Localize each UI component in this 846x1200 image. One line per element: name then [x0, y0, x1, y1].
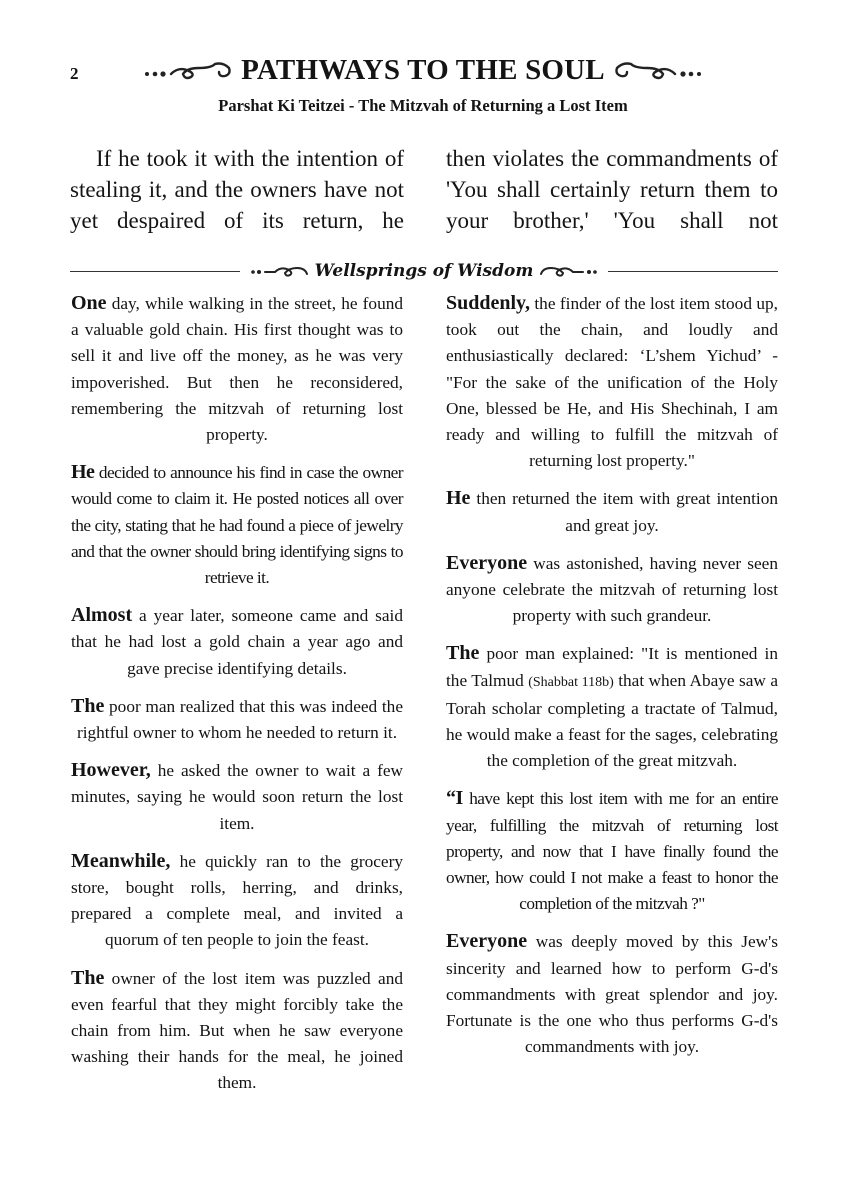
story-paragraph	[71, 693, 403, 746]
page-header	[0, 50, 846, 90]
page-title: PATHWAYS TO THE SOUL	[241, 53, 605, 86]
divider-left-flourish-icon	[245, 262, 311, 280]
intro-text-right: then violates the commandments of 'You shall certainly return them to your brother,' 'You shall not	[446, 146, 778, 233]
paragraph-text: have kept this lost item with me for an entire year, fulfilling the mitzvah of returning lost property, and now that I have finally found the owner, how could I not make a feast to honor the completion of the mitzvah ?"	[446, 789, 778, 914]
paragraph-lead: Almost	[71, 604, 133, 627]
paragraph-lead: He	[71, 461, 95, 484]
paragraph-text: was deeply moved by this Jew's sincerity and learned how to perform G-d's commandments with great splendor and joy. Fortunate is the one who thus performs G-d's commandments with joy.	[446, 932, 778, 1057]
paragraph-text: poor man realized that this was indeed the rightful owner to whom he needed to return it.	[76, 696, 403, 743]
paragraph-lead: The	[71, 966, 105, 989]
story-paragraph	[446, 640, 778, 774]
paragraph-lead: He	[446, 487, 471, 510]
paragraph-lead: Suddenly,	[446, 292, 530, 314]
left-column	[71, 290, 403, 1108]
story-paragraph	[71, 965, 403, 1097]
section-title: Wellsprings of Wisdom	[314, 261, 534, 281]
paragraph-text: the finder of the lost item stood up, took out the chain, and loudly and enthusiastically declared: ‘L’shem Yichud’ - "For the sake of the unification of the Holy One, blessed be He, and His Shechinah, I am ready and willing to fulfill the mitzvah of returning lost property."	[446, 294, 778, 471]
paragraph-lead: Everyone	[446, 551, 528, 574]
right-column	[446, 290, 778, 1071]
paragraph-lead: Everyone	[446, 930, 528, 953]
paragraph-text-continued: that when Abaye saw a Torah scholar completing a tractate of Talmud, he would make a feast for the sages, celebrating the completion of the great mitzvah.	[446, 670, 779, 771]
paragraph-lead: The	[71, 694, 105, 717]
paragraph-lead: The	[446, 642, 480, 665]
paragraph-text: he asked the owner to wait a few minutes, saying he would soon return the lost item.	[71, 761, 403, 833]
story-paragraph	[446, 928, 778, 1060]
paragraph-text: then returned the item with great intention and great joy.	[470, 489, 778, 535]
story-paragraph	[71, 459, 403, 591]
paragraph-lead: However,	[71, 759, 151, 782]
paragraph-text: was astonished, having never seen anyone celebrate the mitzvah of returning lost property with such grandeur.	[446, 553, 778, 626]
paragraph-text: poor man explained: "It is mentioned in the Talmud	[446, 644, 778, 690]
story-paragraph	[446, 290, 778, 474]
page-subtitle: Parshat Ki Teitzei - The Mitzvah of Returning a Lost Item	[218, 96, 628, 115]
paragraph-lead: One	[71, 292, 107, 314]
paragraph-text: a year later, someone came and said that he had lost a gold chain a year ago and gave precise identifying details.	[71, 606, 403, 678]
left-flourish-icon	[141, 58, 233, 82]
story-paragraph	[446, 550, 778, 630]
paragraph-lead: “I	[446, 787, 463, 810]
paragraph-lead: Meanwhile,	[71, 849, 171, 872]
section-divider	[70, 258, 778, 284]
divider-rule-left	[70, 271, 240, 272]
title-row	[128, 50, 718, 90]
story-paragraph	[71, 848, 403, 954]
story-paragraph	[446, 785, 778, 917]
intro-text-left: If he took it with the intention of stealing it, and the owners have not yet despaired of its return, he	[70, 146, 404, 233]
paragraph-text: owner of the lost item was puzzled and even fearful that they might forcibly take the chain from him. But when he saw everyone washing their hands for the meal, he joined them.	[71, 968, 403, 1093]
story-paragraph	[71, 290, 403, 448]
paragraph-text: he quickly ran to the grocery store, bought rolls, herring, and drinks, prepared a complete meal, and invited a quorum of ten people to join the feast.	[71, 851, 403, 950]
talmud-citation: (Shabbat 118b)	[528, 674, 614, 690]
divider-right-flourish-icon	[537, 262, 603, 280]
page-number: 2	[70, 64, 79, 83]
divider-rule-right	[608, 271, 778, 272]
paragraph-text: decided to announce his find in case the owner would come to claim it. He posted notices all over the city, stating that he had found a piece of jewelry and that the owner should bring identifying signs to retrieve it.	[71, 463, 403, 588]
right-flourish-icon	[613, 58, 705, 82]
story-paragraph	[71, 757, 403, 837]
story-paragraph	[446, 485, 778, 538]
paragraph-text: day, while walking in the street, he found a valuable gold chain. His first thought was to sell it and live off the money, as he was very impoverished. But then he reconsidered, remembering the mitzvah of returning lost property.	[71, 294, 403, 445]
section-heading	[240, 258, 608, 284]
story-paragraph	[71, 602, 403, 682]
